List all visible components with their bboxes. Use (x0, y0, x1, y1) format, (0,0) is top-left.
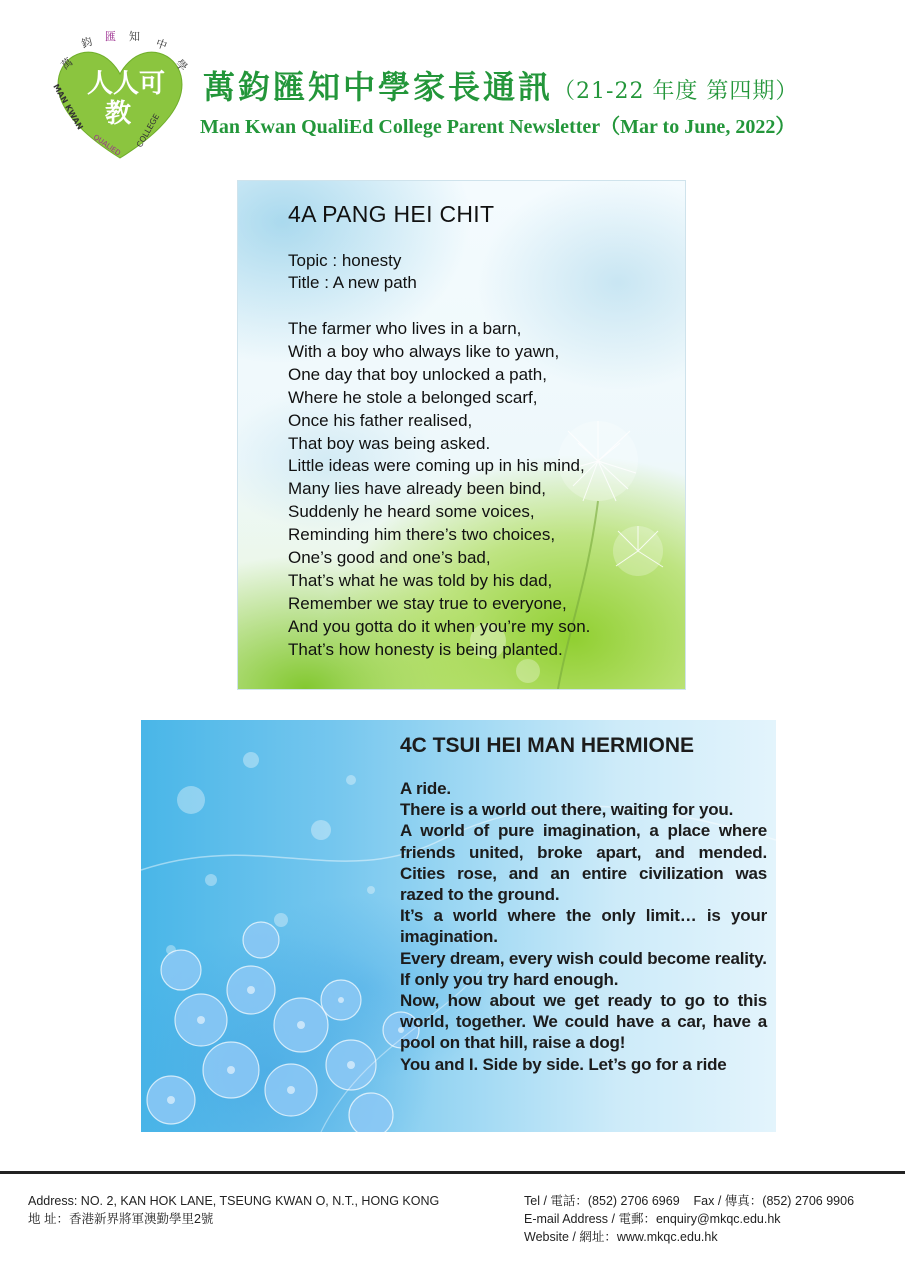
svg-text:教: 教 (105, 99, 132, 129)
poem-line: That boy was being asked. (288, 433, 491, 453)
poem-2-author: 4C TSUI HEI MAN HERMIONE (400, 734, 695, 757)
address-en: Address: NO. 2, KAN HOK LANE, TSEUNG KWAN O, N.T., HONG KONG (28, 1194, 440, 1208)
newsletter-header (0, 0, 905, 175)
poem-line: That’s what he was told by his dad, (288, 570, 553, 590)
poem-line: Little ideas were coming up in his mind, (288, 456, 585, 476)
poem-line: Many lies have already been bind, (288, 479, 546, 499)
poem-line: Once his father realised, (288, 410, 473, 430)
poem-paragraph: You and I. Side by side. Let’s go for a ride (400, 1054, 727, 1074)
svg-text:QUALIED: QUALIED (91, 133, 123, 158)
poem-1-topic: Topic : honesty (288, 251, 402, 270)
svg-text:萬: 萬 (58, 55, 76, 73)
poem-paragraph: Now, how about we get ready to go to this world, together. We could have a car, have a pool on that hill, raise a dog! (400, 991, 767, 1053)
poem-1-body (288, 318, 678, 662)
newsletter-issue-cn: （21-22 年度 第四期） (553, 79, 799, 104)
poem-card-2 (141, 720, 776, 1132)
footer-contact (524, 1192, 854, 1246)
svg-text:匯: 匯 (105, 30, 116, 43)
svg-text:知: 知 (129, 30, 140, 43)
email-address[interactable]: E-mail Address / 電郵：enquiry@mkqc.edu.hk (524, 1212, 781, 1226)
poem-1-title: Title : A new path (288, 273, 417, 292)
tel-fax: Tel / 電話：(852) 2706 6969 Fax / 傳真：(852) 2706 9906 (524, 1194, 855, 1208)
poem-line: One day that boy unlocked a path, (288, 364, 547, 384)
poem-paragraph: If only you try hard enough. (400, 969, 619, 989)
address-cn: 地 址：香港新界將軍澳勤學里2號 (28, 1212, 214, 1226)
poem-line: One’s good and one’s bad, (288, 548, 491, 568)
poem-line: That’s how honesty is being planted. (288, 639, 563, 659)
school-logo (45, 30, 195, 165)
poem-line: Reminding him there’s two choices, (288, 525, 556, 545)
footer-address (28, 1192, 439, 1228)
newsletter-title-cn (203, 62, 798, 108)
poem-line: And you gotta do it when you’re my son. (288, 616, 591, 636)
poem-1-author: 4A PANG HEI CHIT (288, 201, 495, 227)
poem-paragraph: A ride. (400, 779, 451, 798)
website-link[interactable]: Website / 網址：www.mkqc.edu.hk (524, 1230, 718, 1244)
svg-text:人人可: 人人可 (87, 69, 166, 99)
footer-divider (0, 1171, 905, 1174)
poem-paragraph: There is a world out there, waiting for you. (400, 800, 734, 820)
poem-line: Where he stole a belonged scarf, (288, 387, 538, 407)
svg-text:COLLEGE: COLLEGE (134, 112, 162, 149)
poem-line: Remember we stay true to everyone, (288, 593, 567, 613)
poem-line: The farmer who lives in a barn, (288, 319, 522, 338)
svg-text:鈞: 鈞 (79, 34, 95, 51)
svg-text:MAN KWAN: MAN KWAN (51, 82, 85, 132)
poem-paragraph: A world of pure imagination, a place where friends united, broke apart, and mended. Cities rose, and an entire civilization was razed to the ground. (400, 821, 767, 905)
svg-text:中: 中 (153, 36, 169, 53)
poem-paragraph: It’s a world where the only limit… is your imagination. (400, 906, 767, 947)
poem-paragraph: Every dream, every wish could become reality. (400, 948, 767, 968)
poem-line: Suddenly he heard some voices, (288, 502, 535, 522)
poem-line: With a boy who always like to yawn, (288, 341, 560, 361)
poem-card-1 (237, 180, 686, 690)
newsletter-title-en: Man Kwan QualiEd College Parent Newsletter（Mar to June, 2022） (200, 116, 796, 138)
svg-text:學: 學 (172, 56, 190, 74)
poem-2-body (400, 778, 767, 1075)
newsletter-title-cn-main: 萬鈞匯知中學家長通訊 (203, 68, 554, 106)
